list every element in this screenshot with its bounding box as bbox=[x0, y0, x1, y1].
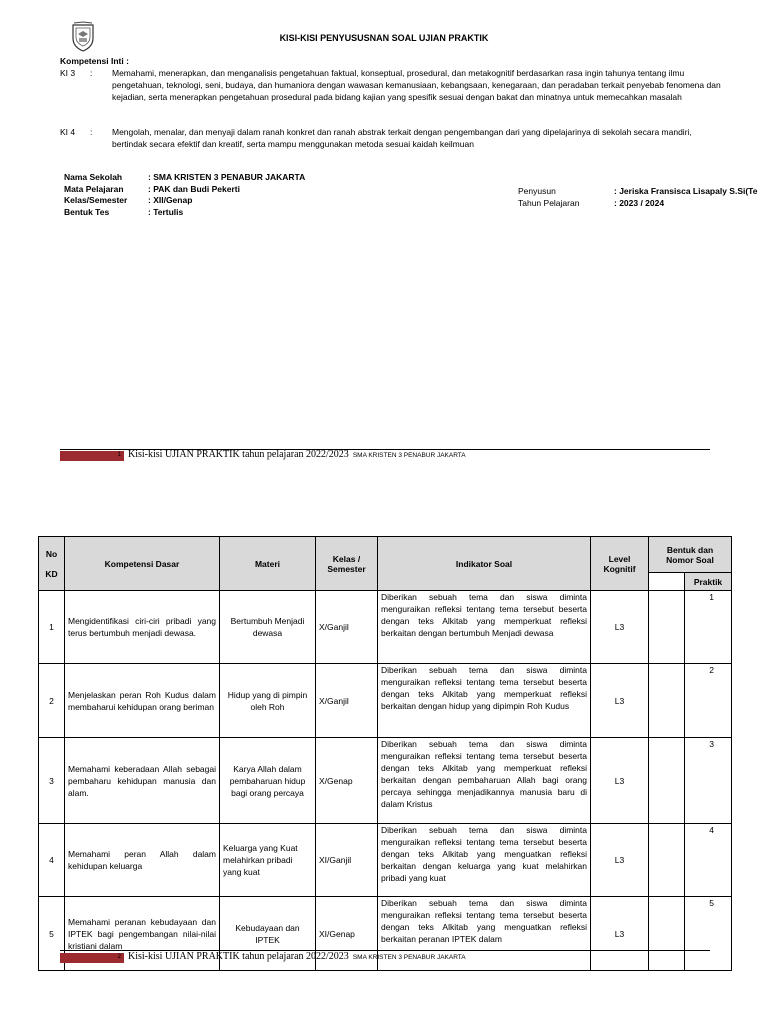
row-blank bbox=[649, 664, 685, 738]
row-praktik: 4 bbox=[685, 824, 732, 897]
footer-text bbox=[128, 951, 466, 962]
row-kelas: XI/Ganjil bbox=[316, 824, 378, 897]
footer-page-number: 1 bbox=[117, 452, 121, 458]
identity-label: Kelas/Semester bbox=[64, 195, 128, 205]
table-row bbox=[39, 738, 732, 824]
row-materi: Bertumbuh Menjadi dewasa bbox=[220, 591, 316, 664]
header-praktik: Praktik bbox=[685, 573, 732, 591]
row-praktik: 1 bbox=[685, 591, 732, 664]
row-level: L3 bbox=[591, 897, 649, 971]
kompetensi-inti-heading: Kompetensi Inti : bbox=[60, 56, 129, 66]
ki-colon: : bbox=[90, 127, 93, 137]
row-level: L3 bbox=[591, 738, 649, 824]
table-row bbox=[39, 664, 732, 738]
footer-page-badge bbox=[60, 953, 124, 963]
header-kompetensi-dasar: Kompetensi Dasar bbox=[65, 537, 220, 591]
row-no: 2 bbox=[39, 664, 65, 738]
row-indikator: Diberikan sebuah tema dan siswa diminta menguraikan refleksi tentang tema tersebut beserta dengan teks Alkitab yang menguatkan refleksi berkaitan peranan IPTEK dalam bbox=[378, 897, 591, 971]
row-materi: Kebudayaan dan IPTEK bbox=[220, 897, 316, 971]
row-materi: Keluarga yang Kuat melahirkan pribadi yang kuat bbox=[220, 824, 316, 897]
kisi-kisi-table bbox=[38, 536, 732, 971]
identity-value: : 2023 / 2024 bbox=[614, 197, 665, 208]
identity-label: Bentuk Tes bbox=[64, 206, 110, 217]
identity-value: : Tertulis bbox=[148, 206, 184, 217]
row-no: 3 bbox=[39, 738, 65, 824]
row-level: L3 bbox=[591, 664, 649, 738]
ki-code: KI 3 bbox=[60, 68, 76, 78]
row-level: L3 bbox=[591, 824, 649, 897]
identity-label: Tahun Pelajaran bbox=[518, 197, 580, 208]
identity-value: : SMA KRISTEN 3 PENABUR JAKARTA bbox=[148, 172, 306, 182]
row-blank bbox=[649, 824, 685, 897]
row-blank bbox=[649, 897, 685, 971]
header-no bbox=[39, 537, 65, 591]
header-bentuk-nomor-soal: Bentuk dan Nomor Soal bbox=[649, 537, 732, 573]
row-blank bbox=[649, 738, 685, 824]
row-kompetensi: Memahami keberadaan Allah sebagai pembaharu kehidupan manusia dan alam. bbox=[65, 738, 220, 824]
ki-code: KI 4 bbox=[60, 127, 76, 137]
identity-value: : Jeriska Fransisca Lisapaly S.Si(Te bbox=[614, 186, 758, 196]
identity-label: Nama Sekolah bbox=[64, 172, 123, 182]
footer-school: SMA KRISTEN 3 PENABUR JAKARTA bbox=[352, 452, 466, 459]
ki-text: Memahami, menerapkan, dan menganalisis pengetahuan faktual, konseptual, prosedural, dan metakognitif berdasarkan rasa ingin tahunya tentang ilmu pengetahuan, teknologi, seni, budaya, dan humaniora dengan wawasan kemanusiaan, kebangsaan, kenegaraan, dan peradaban terkait penyebab fenomena dan kejadian, serta menerapkan pengetahuan prosedural pada bidang kajian yang spesifik sesuai dengan bakat dan minatnya untuk memecahkan masalah bbox=[112, 68, 721, 103]
footer-title: Kisi-kisi UJIAN PRAKTIK tahun pelajaran 2022/2023 bbox=[128, 449, 349, 460]
ki-colon: : bbox=[90, 68, 93, 78]
row-kompetensi: Memahami peran Allah dalam kehidupan keluarga bbox=[65, 824, 220, 897]
row-indikator: Diberikan sebuah tema dan siswa diminta menguraikan refleksi tentang tema tersebut beserta dengan teks Alkitab yang menguatkan refleksi berkaitan dengan keluarga yang kuat melahirkan pribadi yang kuat bbox=[378, 824, 591, 897]
identity-label: Mata Pelajaran bbox=[64, 183, 124, 194]
table-row bbox=[39, 824, 732, 897]
row-praktik: 5 bbox=[685, 897, 732, 971]
row-indikator: Diberikan sebuah tema dan siswa diminta menguraikan refleksi tentang tema tersebut beserta dengan teks Alkitab yang memperkuat refleksi berkaitan dengan bertumbuh Menjadi dewasa bbox=[378, 591, 591, 664]
row-praktik: 3 bbox=[685, 738, 732, 824]
footer-school: SMA KRISTEN 3 PENABUR JAKARTA bbox=[352, 954, 466, 961]
row-kompetensi: Memahami peranan kebudayaan dan IPTEK bagi pengembangan nilai-nilai kristiani dalam bbox=[65, 897, 220, 971]
document-title: KISI-KISI PENYUSUSNAN SOAL UJIAN PRAKTIK bbox=[279, 33, 489, 43]
header-materi: Materi bbox=[220, 537, 316, 591]
row-kelas: X/Genap bbox=[316, 738, 378, 824]
header-blank bbox=[649, 573, 685, 591]
row-indikator: Diberikan sebuah tema dan siswa diminta menguraikan refleksi tentang tema tersebut beserta dengan teks Alkitab yang memperkuat refleksi berkaitan dengan pembaharuan Allah bagi orang percaya sehingga menjadikannya manusia baru di dalam Kristus bbox=[378, 738, 591, 824]
row-no: 1 bbox=[39, 591, 65, 664]
row-no: 4 bbox=[39, 824, 65, 897]
table-row bbox=[39, 591, 732, 664]
row-kompetensi: Menjelaskan peran Roh Kudus dalam membaharui kehidupan orang beriman bbox=[65, 664, 220, 738]
ki-text: Mengolah, menalar, dan menyaji dalam ranah konkret dan ranah abstrak terkait dengan pengembangan dari yang dipelajarinya di sekolah secara mandiri, bertindak secara efektif dan kreatif, serta mampu menggunakan metoda sesuai kaidah keilmuan bbox=[112, 127, 692, 150]
row-praktik: 2 bbox=[685, 664, 732, 738]
identity-label: Penyusun bbox=[518, 186, 556, 196]
row-kelas: X/Ganjil bbox=[316, 591, 378, 664]
header-no-label: No bbox=[45, 548, 58, 559]
row-materi: Hidup yang di pimpin oleh Roh bbox=[220, 664, 316, 738]
footer-page-number: 2 bbox=[117, 954, 121, 960]
header-kd-label: KD bbox=[45, 568, 58, 579]
header-indikator-soal: Indikator Soal bbox=[378, 537, 591, 591]
row-kelas: X/Ganjil bbox=[316, 664, 378, 738]
row-level: L3 bbox=[591, 591, 649, 664]
row-kelas: XI/Genap bbox=[316, 897, 378, 971]
row-materi: Karya Allah dalam pembaharuan hidup bagi orang percaya bbox=[220, 738, 316, 824]
header-kelas-semester: Kelas / Semester bbox=[316, 537, 378, 591]
row-blank bbox=[649, 591, 685, 664]
row-indikator: Diberikan sebuah tema dan siswa diminta menguraikan refleksi tentang tema tersebut beserta dengan teks Alkitab yang memperkuat refleksi berkaitan dengan hidup yang dipimpin Roh Kudus bbox=[378, 664, 591, 738]
header-level-kognitif: Level Kognitif bbox=[591, 537, 649, 591]
row-no: 5 bbox=[39, 897, 65, 971]
row-kompetensi: Mengidentifikasi ciri-ciri pribadi yang terus bertumbuh menjadi dewasa. bbox=[65, 591, 220, 664]
identity-value: : XII/Genap bbox=[148, 195, 193, 205]
footer-title: Kisi-kisi UJIAN PRAKTIK tahun pelajaran 2022/2023 bbox=[128, 951, 349, 962]
identity-value: : PAK dan Budi Pekerti bbox=[148, 183, 240, 194]
